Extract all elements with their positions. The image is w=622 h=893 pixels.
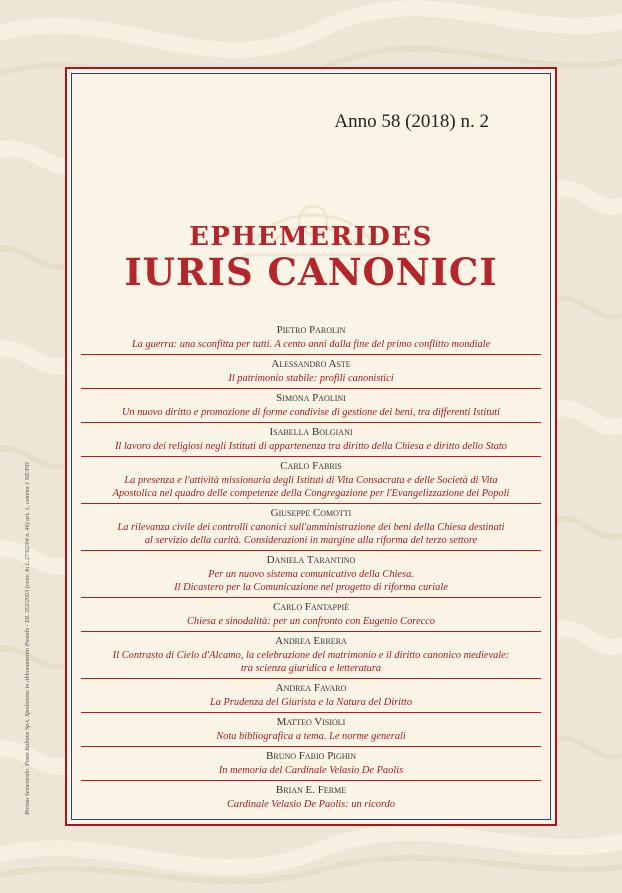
toc-author: Giuseppe Comotti — [270, 507, 352, 519]
toc-entry — [73, 391, 549, 423]
toc-divider — [81, 746, 541, 747]
toc-entry — [73, 600, 549, 632]
toc-divider — [81, 503, 541, 504]
toc-author: Simona Paolini — [276, 392, 346, 404]
toc-author: Carlo Fabris — [280, 460, 342, 472]
toc-author: Isabella Bolgiani — [269, 426, 353, 438]
toc-article-title: La Prudenza del Giurista e la Natura del Diritto — [209, 697, 413, 708]
toc-article-title: Per un nuovo sistema comunicativo della Chiesa. — [208, 569, 414, 580]
toc-entry — [73, 681, 549, 713]
toc-article-title: tra scienza giuridica e letteratura — [240, 663, 382, 674]
toc-entry — [73, 715, 549, 747]
toc-author: Bruno Fabio Pighin — [266, 750, 356, 762]
cover-frame — [65, 67, 557, 826]
toc-author: Alessandro Aste — [271, 358, 351, 370]
toc-article-title: La presenza e l'attività missionaria degli Istituti di Vita Consacrata e delle Società di Vita — [124, 475, 498, 486]
toc-article-title: Il lavoro dei religiosi negli Istituti di appartenenza tra diritto della Chiesa e diritto dello Stato — [114, 441, 508, 452]
toc-divider — [81, 354, 541, 355]
toc-article-title: Un nuovo diritto e promozione di forme condivise di gestione dei beni, tra differenti Istituti — [121, 407, 501, 418]
toc-entry — [73, 506, 549, 551]
table-of-contents — [73, 323, 549, 811]
toc-entry — [73, 357, 549, 389]
toc-article-title: Il patrimonio stabile: profili canonistici — [228, 373, 394, 384]
toc-article-title: La guerra: una sconfitta per tutti. A cento anni dalla fine del primo conflitto mondiale — [131, 339, 491, 350]
toc-article-title: Nota bibliografica a tema. Le norme generali — [216, 731, 406, 742]
spine-postal-text: Rivista Semestrale. Poste Italiane SpA. Spedizione in Abbonamento Postale - DL 353/2003 (conv. In L.27/02/04 n. 46) art. 1, comma 1 NE/PD — [24, 462, 31, 815]
toc-entry — [73, 459, 549, 504]
toc-article-title: Il Contrasto di Cielo d'Alcamo, la celebrazione del matrimonio e il diritto canonico medievale: — [112, 650, 510, 661]
toc-author: Carlo Fantappiè — [272, 601, 349, 613]
toc-author: Daniela Tarantino — [266, 554, 356, 566]
toc-article-title: La rilevanza civile dei controlli canonici sull'amministrazione dei beni della Chiesa destinati — [117, 522, 505, 533]
toc-divider — [81, 456, 541, 457]
toc-article-title: al servizio della carità. Considerazioni in margine alla riforma del terzo settore — [144, 535, 478, 546]
toc-author: Matteo Visioli — [276, 716, 346, 728]
toc-divider — [81, 631, 541, 632]
toc-author: Pietro Parolin — [276, 324, 346, 336]
toc-divider — [81, 780, 541, 781]
toc-divider — [81, 597, 541, 598]
toc-article-title: Il Dicastero per la Comunicazione nel progetto di riforma curiale — [174, 582, 448, 593]
toc-divider — [81, 422, 541, 423]
toc-divider — [81, 388, 541, 389]
toc-divider — [81, 550, 541, 551]
toc-article-title: In memoria del Cardinale Velasio De Paolis — [218, 765, 404, 776]
toc-entry — [73, 783, 549, 811]
toc-author: Brian E. Ferme — [275, 784, 347, 796]
toc-entry — [73, 425, 549, 457]
cover-content — [73, 75, 549, 818]
toc-author: Andrea Favaro — [275, 682, 347, 694]
toc-divider — [81, 678, 541, 679]
toc-divider — [81, 712, 541, 713]
journal-title-line-2: IURIS CANONICI — [124, 250, 498, 294]
toc-entry — [73, 323, 549, 355]
toc-entry — [73, 553, 549, 598]
toc-author: Andrea Errera — [275, 635, 347, 647]
toc-entry — [73, 749, 549, 781]
toc-article-title: Cardinale Velasio De Paolis: un ricordo — [226, 799, 396, 810]
issue-number: Anno 58 (2018) n. 2 — [334, 111, 489, 132]
toc-article-title: Apostolica nel quadro delle competenze della Congregazione per l'Evangelizzazione dei Popoli — [112, 488, 510, 499]
journal-title-line-1: EPHEMERIDES — [189, 222, 433, 252]
toc-article-title: Chiesa e sinodalità: per un confronto con Eugenio Corecco — [187, 616, 435, 627]
toc-entry — [73, 634, 549, 679]
